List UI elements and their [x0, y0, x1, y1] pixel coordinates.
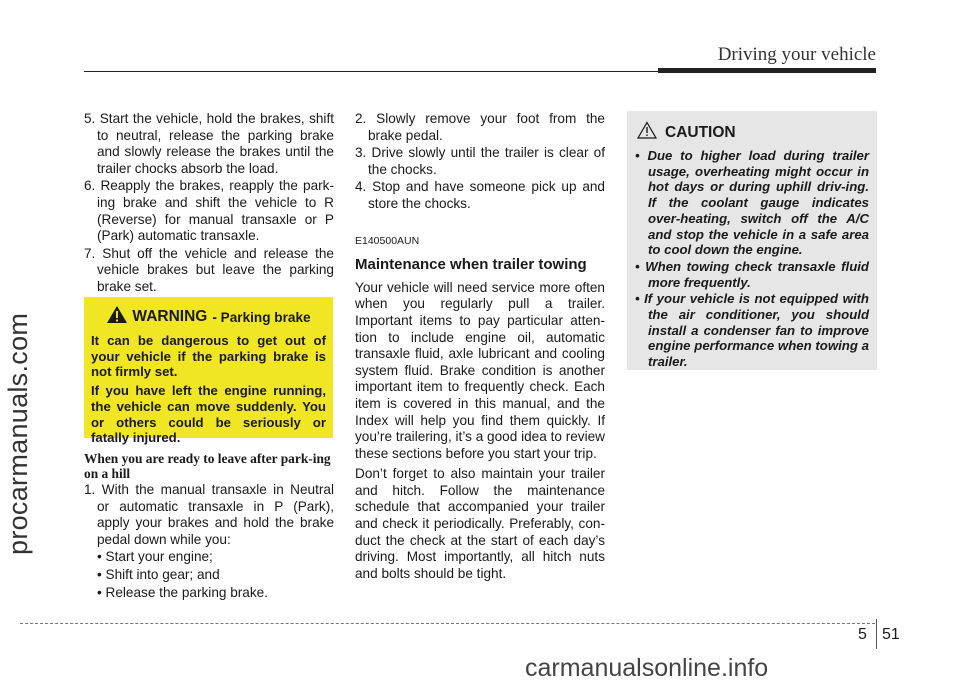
- warning-subtitle: - Parking brake: [212, 309, 311, 325]
- page-number: 51: [882, 626, 900, 643]
- section-number: 5: [858, 626, 867, 643]
- header-title: Driving your vehicle: [717, 44, 876, 65]
- page-number-divider: [876, 619, 877, 649]
- warning-triangle-icon: [106, 305, 128, 329]
- hill-start-steps: [84, 482, 334, 602]
- caution-item: • Due to higher load during trailer usage, overheating might occur in hot days or during uphill driv-ing. If the coolant gauge indicates over-heating, switch off the A/C and stop the vehicle in a safe area to cool down the engine.: [635, 148, 869, 258]
- section-heading: Maintenance when trailer towing: [355, 256, 587, 274]
- caution-box: [627, 111, 877, 370]
- warning-header: [91, 305, 326, 329]
- step-4: 4. Stop and have someone pick up and store the chocks.: [355, 179, 605, 211]
- step-7: 7. Shut off the vehicle and release the vehicle brakes but leave the parking brake set.: [84, 245, 334, 294]
- warning-title: WARNING: [132, 308, 208, 325]
- bullet-item: • Shift into gear; and: [97, 566, 220, 582]
- hill-start-heading: When you are ready to leave after park-ing on a hill: [84, 451, 331, 481]
- step-6: 6. Reapply the brakes, reapply the park-ing brake and shift the vehicle to R (Reverse) for manual transaxle or P (Park) automatic transaxle.: [84, 178, 334, 244]
- side-watermark: procarmanuals.com: [3, 312, 33, 555]
- step-3: 3. Drive slowly until the trailer is clear of the chocks.: [355, 145, 605, 177]
- warning-paragraph: If you have left the engine running, the vehicle can move suddenly. You or others could be seriously or fatally injured.: [91, 383, 326, 446]
- caution-triangle-icon: [637, 121, 657, 144]
- warning-paragraph: It can be dangerous to get out of your vehicle if the parking brake is not firmly set.: [91, 333, 326, 380]
- bullet-item: • Release the parking brake.: [97, 584, 269, 600]
- middle-column: [355, 111, 605, 586]
- bullet-item: • Start your engine;: [97, 549, 213, 565]
- footer-rule: [20, 623, 875, 624]
- step-1: 1. With the manual transaxle in Neutral or automatic transaxle in P (Park), apply your brakes and hold the brake pedal down while you:: [84, 482, 334, 547]
- step-5: 5. Start the vehicle, hold the brakes, shift to neutral, release the parking brake and slowly release the brakes until the trailer chocks absorb the load.: [84, 111, 334, 176]
- header-rule-accent: [658, 68, 876, 73]
- caution-title: CAUTION: [665, 123, 736, 141]
- body-paragraph: Don’t forget to also maintain your trailer and hitch. Follow the maintenance schedule that accompanied your trailer and check it periodically. Preferably, con-duct the check at the start of each day’s driving. Most importantly, all hitch nuts and bolts should be tight.: [355, 466, 605, 581]
- caution-item: • When towing check transaxle fluid more frequently.: [635, 258, 869, 290]
- caution-item: • If your vehicle is not equipped with the air conditioner, you should install a condenser fan to improve engine performance when towing a trailer.: [635, 291, 869, 370]
- bottom-watermark: carmanualsonline.info: [525, 654, 769, 682]
- caution-header: [637, 121, 869, 144]
- section-code: E140500AUN: [355, 234, 420, 247]
- warning-box: [84, 297, 333, 446]
- body-paragraph: Your vehicle will need service more often when you regularly pull a trailer. Important items to pay particular atten-tion to include engine oil, automatic transaxle fluid, axle lubricant and cooling system fluid. Brake condition is another important item to frequently check. Each item is covered in this manual, and the Index will help you find them quickly. If you’re trailering, it’s a good idea to review these sections before you start your trip.: [355, 279, 605, 461]
- left-column-steps: [84, 111, 334, 297]
- step-2: 2. Slowly remove your foot from the brake pedal.: [355, 111, 605, 143]
